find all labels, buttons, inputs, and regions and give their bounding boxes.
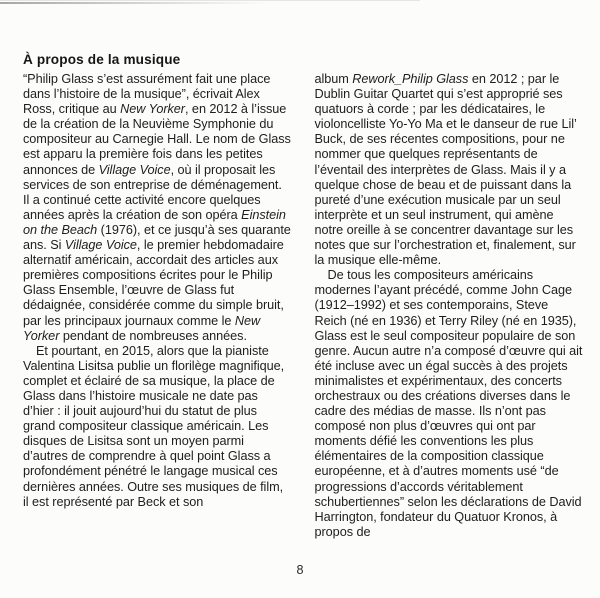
paragraph xyxy=(315,268,584,540)
italic-text-segment: Village Voice xyxy=(64,238,137,253)
text-segment: , le premier hebdomadaire alternatif américain, accordait des articles aux premières compositions écrites pour le Philip Glass Ensemble, l’œuvre de Glass fut dédaignée, considérée comme du simple bruit, par les principaux journaux comme le xyxy=(23,238,284,328)
italic-text-segment: Einstein on the Beach xyxy=(23,207,286,237)
column-right xyxy=(315,72,584,540)
text-segment: “Philip Glass s’est assurément fait une place dans l’histoire de la musique”, écrivait Alex Ross, critique au xyxy=(23,72,271,117)
scan-artifact-line xyxy=(0,2,268,4)
column-left xyxy=(23,72,292,540)
text-columns xyxy=(23,72,583,540)
text-segment: Et pourtant, en 2015, alors que la pianiste Valentina Lisitsa publie un florilège magnifique, complet et éclairé de sa musique, la place de Glass dans l’histoire musicale ne date pas d’hier : il jouit aujourd’hui du statut de plus grand compositeur classique américain. Les disques de Lisitsa sont un moyen parmi d’autres de comprendre à quel point Glass a profondément pénétré le langage musical ces dernières années. Outre ses musiques de film, il est représenté par Beck et son xyxy=(23,343,285,509)
text-segment: , où il proposait les services de son entreprise de déménagement. Il a continué cette activité encore quelques années après la création de son opéra xyxy=(23,162,282,222)
page-number: 8 xyxy=(296,563,304,577)
paragraph xyxy=(23,72,292,344)
scan-artifact-line xyxy=(0,0,420,1)
paragraph xyxy=(23,344,292,510)
page-title: À propos de la musique xyxy=(23,52,181,68)
text-segment: De tous les compositeurs américains modernes l’ayant précédé, comme John Cage (1912–1992) et ses contemporains, Steve Reich (né en 1936) et Terry Riley (né en 1935), Glass est le seul compositeur populaire de son genre. Aucun autre n’a composé d’œuvre qui ait été incluse avec un égal succès à des projets minimalistes et expérimentaux, des concerts orchestraux ou des créations diverses dans le cadre des médias de masse. Ils n’ont pas composé non plus d’œuvres qui ont par moments défié les conventions les plus élémentaires de la composition classique européenne, et à d’autres moments usé “de progressions d’accords véritablement schubertiennes” selon les déclarations de David Harrington, fondateur du Quatuor Kronos, à propos de xyxy=(314,268,583,539)
text-segment: album xyxy=(314,72,353,86)
text-segment: (1976), et ce jusqu’à ses quarante ans. Si xyxy=(23,222,291,253)
italic-text-segment: New Yorker xyxy=(120,102,185,117)
italic-text-segment: Rework_Philip Glass xyxy=(352,72,469,86)
text-segment: pendant de nombreuses années. xyxy=(59,328,247,343)
italic-text-segment: New Yorker xyxy=(23,313,261,343)
italic-text-segment: Village Voice xyxy=(98,162,171,177)
paragraph xyxy=(315,72,584,268)
text-segment: en 2012 ; par le Dublin Guitar Quartet qui s’est approprié ses quatuors à corde ; par les dédicataires, le violoncelliste Yo-Yo Ma et le danseur de rue Lil’ Buck, de ses récentes compositions, pour ne nommer que quelques représentants de l’éventail des interprètes de Glass. Mais il y a quelque chose de beau et de puissant dans la pureté d’une exécution musicale par un seul interprète et un seul instrument, qui amène notre oreille à se concentrer davantage sur les notes que sur l’orchestration et, finalement, sur la musique elle-même. xyxy=(314,72,577,268)
text-segment: , en 2012 à l’issue de la création de la Neuvième Symphonie du compositeur au Carnegie Hall. Le nom de Glass est apparu la première fois dans les petites annonces de xyxy=(23,102,291,177)
